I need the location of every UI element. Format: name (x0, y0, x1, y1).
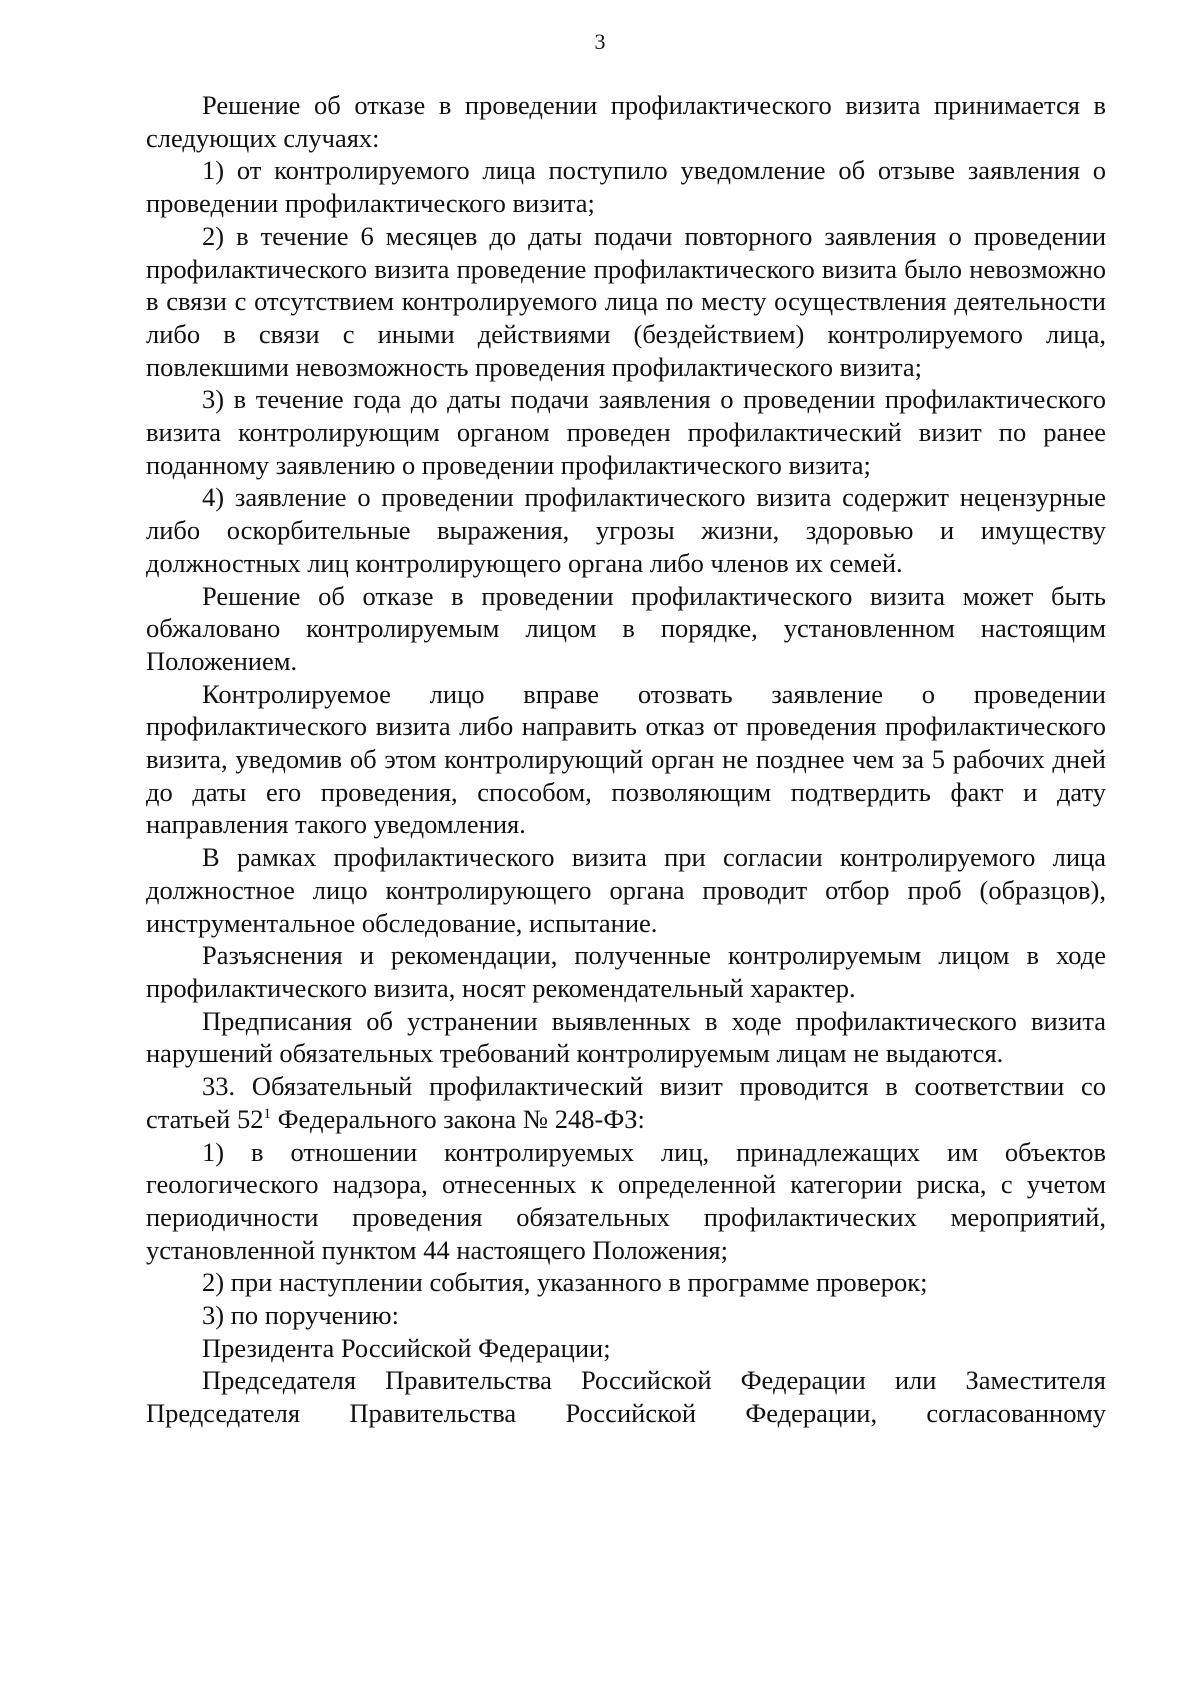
paragraph-33-law: Федерального закона № 248-ФЗ: (270, 1103, 645, 1134)
paragraph-33-item-2: 2) при наступлении события, указанного в программе проверок; (202, 1267, 928, 1298)
paragraph-33 (146, 1070, 1106, 1135)
paragraph-33-item-3: 3) по поручению: (202, 1300, 399, 1331)
document-body (146, 89, 1106, 1430)
paragraph-case-2: 2) в течение 6 месяцев до даты подачи повторного заявления о проведении профилактического визита проведение профилактического визита было невозможно в связи с отсутствием контролируемого лица по месту осуществления деятельности либо в связи с иными действиями (бездействием) контролируемого лица, повлекшими невозможность проведения профилактического визита; (146, 220, 1106, 382)
paragraph-president: Президента Российской Федерации; (202, 1332, 611, 1363)
paragraph-case-4: 4) заявление о проведении профилактического визита содержит нецензурные либо оскорбительные выражения, угрозы жизни, здоровью и имуществу должностных лиц контролирующего органа либо членов их семей. (146, 482, 1106, 578)
paragraph-sampling: В рамках профилактического визита при согласии контролируемого лица должностное лицо контролирующего органа проводит отбор проб (образцов), инструментальное обследование, испытание. (146, 842, 1106, 938)
paragraph-withdrawal: Контролируемое лицо вправе отозвать заявление о проведении профилактического визита либо направить отказ от проведения профилактического визита, уведомив об этом контролирующий орган не позднее чем за 5 рабочих дней до даты его проведения, способом, позволяющим подтвердить факт и дату направления такого уведомления. (146, 678, 1106, 840)
paragraph-33-text: 33. Обязательный профилактический визит проводится в соответствии со статьей 52 (146, 1071, 1106, 1134)
paragraph-refusal-decision: Решение об отказе в проведении профилактического визита принимается в следующих случаях: (146, 90, 1106, 153)
paragraph-prescriptions: Предписания об устранении выявленных в ходе профилактического визита нарушений обязательных требований контролируемым лицам не выдаются. (146, 1005, 1106, 1069)
paragraph-chairman: Председателя Правительства Российской Федерации или Заместителя Председателя Правительства Российской Федерации, согласованному (146, 1365, 1106, 1429)
page-number: 3 (594, 29, 606, 54)
paragraph-33-item-1: 1) в отношении контролируемых лиц, принадлежащих им объектов геологического надзора, отнесенных к определенной категории риска, с учетом периодичности проведения обязательных профилактических мероприятий, установленной пунктом 44 настоящего Положения; (146, 1136, 1106, 1265)
paragraph-recommendations: Разъяснения и рекомендации, полученные контролируемым лицом в ходе профилактического визита, носят рекомендательный характер. (146, 940, 1106, 1003)
article-superscript: 1 (263, 1105, 271, 1122)
paragraph-case-1: 1) от контролируемого лица поступило уведомление об отзыве заявления о проведении профилактического визита; (146, 155, 1106, 219)
paragraph-case-3: 3) в течение года до даты подачи заявления о проведении профилактического визита контролирующим органом проведен профилактический визит по ранее поданному заявлению о проведении профилактического визита; (146, 384, 1106, 480)
paragraph-appeal: Решение об отказе в проведении профилактического визита может быть обжаловано контролируемым лицом в порядке, установленном настоящим Положением. (146, 580, 1106, 676)
